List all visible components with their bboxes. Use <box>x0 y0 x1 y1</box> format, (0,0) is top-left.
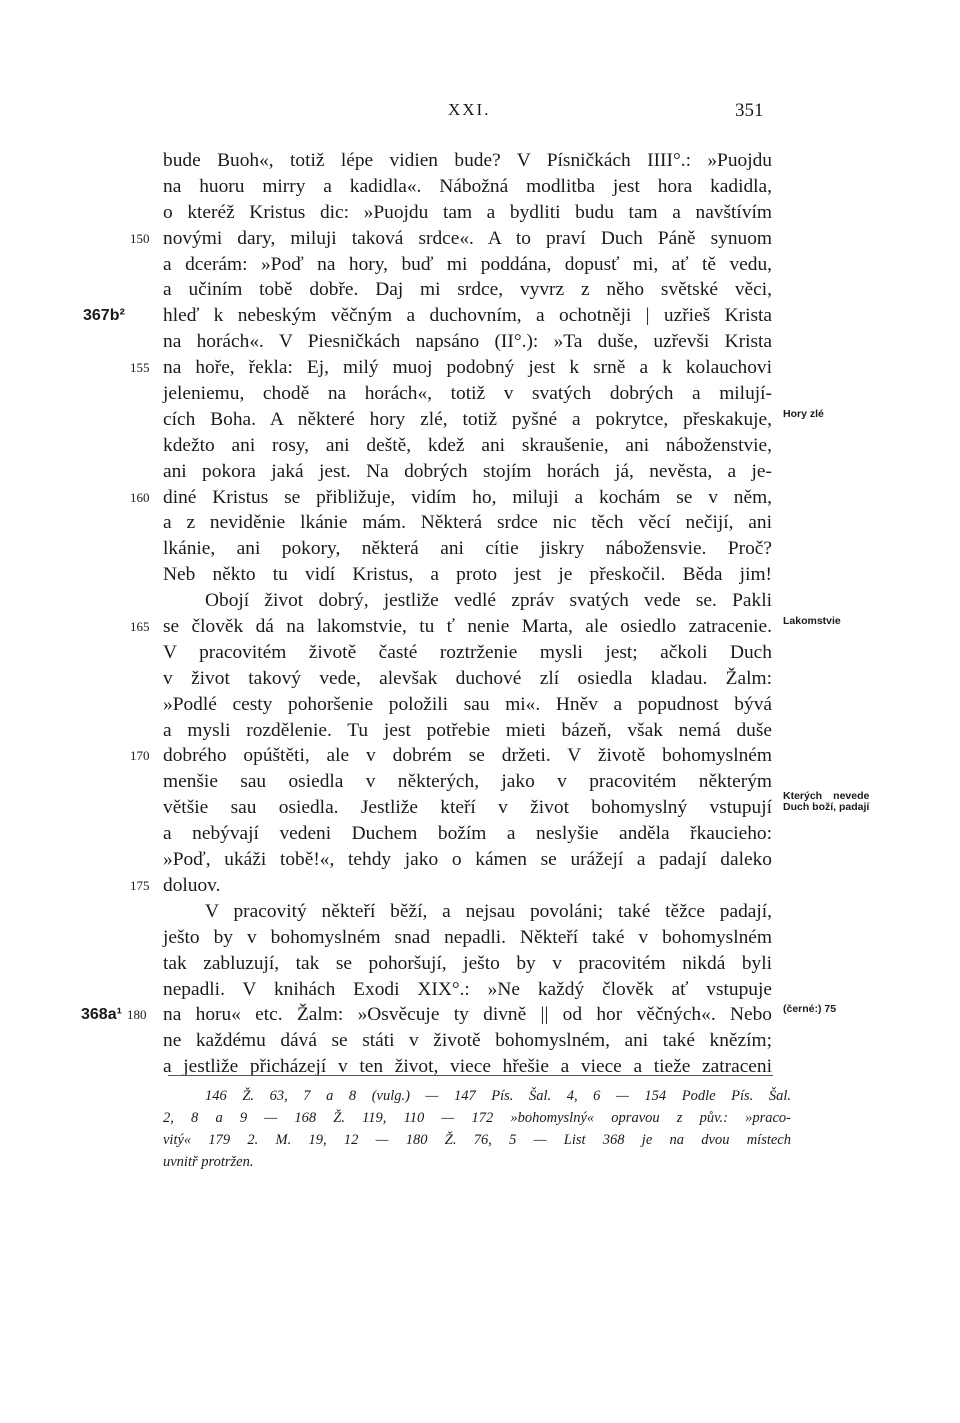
text-line <box>163 329 772 355</box>
line-text: na hoře, řekla: Ej, milý muoj podobný jest k srně a k kolauchovi <box>163 357 772 379</box>
text-line <box>130 743 772 769</box>
line-text: lkánie, ani pokory, některá ani cítie jiskry nábožensvie. Proč? <box>163 538 772 560</box>
text-line <box>163 510 772 536</box>
footnotes <box>163 1085 791 1173</box>
line-text: v život takový vede, alevšak duchové zlí osiedla kladau. Žalm: <box>163 667 772 689</box>
line-text: V pracovitý někteří běží, a nejsau povoláni; také těžce padají, <box>205 900 772 922</box>
text-line <box>163 252 772 278</box>
line-text: ješto by v bohomyslném snad nepadli. Někteří také v bohomyslném <box>163 926 772 948</box>
text-line <box>163 925 772 951</box>
text-line <box>163 769 772 795</box>
text-line <box>163 588 772 614</box>
text-line <box>130 873 772 899</box>
line-text: a z neviděnie lkánie mám. Některá srdce nic těch věcí nečijí, ani <box>163 512 772 534</box>
main-text <box>81 148 870 1080</box>
line-text: V pracovitém životě časté roztrženie mysli jest; ačkoli Duch <box>163 641 772 663</box>
line-number: 180 <box>127 1007 147 1023</box>
footnote-divider <box>168 1075 773 1076</box>
chapter-number: XXI. <box>448 100 491 119</box>
line-text: a učiním tobě dobře. Daj mi srdce, vyvrz z něho světské věci, <box>163 279 772 301</box>
text-line <box>81 1002 837 1028</box>
line-number: 165 <box>130 619 150 635</box>
line-text: ani pokora jaká jest. Na dobrých stojím horách já, nevěsta, a je- <box>163 460 772 482</box>
folio-mark: 367b² <box>83 307 125 325</box>
line-text: menšie sau osiedla v některých, jako v pracovitém některým <box>163 771 772 793</box>
text-line <box>163 174 772 200</box>
text-line <box>163 951 772 977</box>
line-text: nepadli. V knihách Exodi XIX°.: »Ne každý člověk ať vstupuje <box>163 978 772 1000</box>
footnote-line: 146 Ž. 63, 7 a 8 (vulg.) — 147 Pís. Šal. 4, 6 — 154 Podle Pís. Šal. <box>205 1088 791 1104</box>
line-text: jeleniemu, chodě na horách«, totiž v svatých dobrých a milují- <box>163 383 772 405</box>
line-text: a jestliže přicházejí v ten život, viece hřešie a viece a tieže zatraceni <box>163 1056 772 1078</box>
margin-note: Lakomstvie <box>783 615 841 628</box>
line-text: a dcerám: »Poď na hory, buď mi poddána, dopusť mi, ať tě vedu, <box>163 253 772 275</box>
folio-mark: 368a¹ <box>81 1006 122 1024</box>
line-text: tak zabluzují, tak se pohoršují, ješto by v pracovitém nikdá byli <box>163 952 772 974</box>
text-line <box>163 977 772 1003</box>
text-line <box>163 1054 772 1080</box>
footnote-line: uvnitř protržen. <box>163 1154 254 1170</box>
text-line <box>163 562 772 588</box>
line-text: a mysli rozdělenie. Tu jest potřebie mieti bázeň, však nemá duše <box>163 719 772 741</box>
running-header <box>0 100 960 130</box>
text-line <box>130 226 772 252</box>
text-line <box>163 381 772 407</box>
text-line <box>130 614 841 640</box>
line-text: kdežto ani rosy, ani deště, kdež ani skraušenie, ani náboženstvie, <box>163 434 772 456</box>
text-line <box>163 433 772 459</box>
footnote-line: vitý« 179 2. M. 19, 12 — 180 Ž. 76, 5 — List 368 je na dvou místech <box>163 1132 791 1148</box>
line-text: většie sau osiedla. Jestliže kteří v život bohomyslný vstupují <box>163 797 772 819</box>
line-text: hleď k nebeským věčným a duchovním, a ochotněji | uzřieš Krista <box>163 305 772 327</box>
line-text: novými dary, miluji taková srdce«. A to praví Duch Páně synuom <box>163 227 772 249</box>
text-line <box>163 718 772 744</box>
text-line <box>163 459 772 485</box>
line-number: 155 <box>130 360 150 376</box>
text-line <box>163 407 824 433</box>
text-line <box>163 536 772 562</box>
line-text: cích Boha. A některé hory zlé, totiž pyšné a pokrytce, přeskakuje, <box>163 408 772 430</box>
text-line <box>163 899 772 925</box>
text-line <box>163 790 870 821</box>
line-text: na horu« etc. Žalm: »Osvěcuje ty divně || od hor věčných«. Nebo <box>163 1004 772 1026</box>
line-number: 175 <box>130 877 150 893</box>
text-line <box>163 821 772 847</box>
line-text: a nebývají vedeni Duchem božím a neslyšie anděla řkaucieho: <box>163 823 772 845</box>
margin-note: Kterých nevede Duch boží, padají <box>783 790 870 814</box>
line-text: bude Buoh«, totiž lépe vidien bude? V Písničkách IIII°.: »Puojdu <box>163 150 772 171</box>
line-text: na horách«. V Piesničkách napsáno (II°.): »Ta duše, uzřevši Krista <box>163 331 772 353</box>
line-text: »Poď, ukáži tobě!«, tehdy jako o kámen se urážejí a padají daleko <box>163 849 772 871</box>
page-number: 351 <box>735 100 764 121</box>
text-line <box>163 1028 772 1054</box>
line-number: 170 <box>130 748 150 764</box>
line-text: o kteréž Kristus dic: »Puojdu tam a bydliti budu tam a navštívím <box>163 201 772 223</box>
line-text: »Podlé cesty pohoršenie položili sau mi«. Hněv a popudnost bývá <box>163 693 772 715</box>
text-line <box>83 303 772 329</box>
text-line <box>163 148 772 174</box>
text-line <box>130 355 772 381</box>
line-text: se člověk dá na lakomstvie, tu ť nenie Marta, ale osiedlo zatracenie. <box>163 616 772 638</box>
line-text: ne každému dává se státi v životě bohomyslném, ani také knězím; <box>163 1030 772 1052</box>
line-number: 150 <box>130 230 150 246</box>
margin-note: Hory zlé <box>783 407 824 420</box>
text-line <box>163 200 772 226</box>
footnote-line: 2, 8 a 9 — 168 Ž. 119, 110 — 172 »bohomyslný« opravou z pův.: »praco- <box>163 1110 791 1126</box>
text-line <box>163 277 772 303</box>
text-line <box>163 666 772 692</box>
line-text: dobrého opúštěti, ale v dobrém se držeti. V životě bohomyslném <box>163 745 772 767</box>
line-number: 160 <box>130 489 150 505</box>
line-text: na huoru mirry a kadidla«. Nábožná modlitba jest hora kadidla, <box>163 175 772 197</box>
text-line <box>130 485 772 511</box>
line-text: diné Kristus se přibližuje, vidím ho, miluji a kochám se v něm, <box>163 486 772 508</box>
line-text: Neb někto tu vidí Kristus, a proto jest je přeskočil. Běda jim! <box>163 564 772 586</box>
line-text: doluov. <box>163 874 221 896</box>
margin-note: (černé:) 75 <box>783 1003 837 1016</box>
text-line <box>163 847 772 873</box>
text-line <box>163 640 772 666</box>
line-text: Obojí život dobrý, jestliže vedlé zpráv svatých vede se. Pakli <box>205 590 772 612</box>
text-line <box>163 692 772 718</box>
